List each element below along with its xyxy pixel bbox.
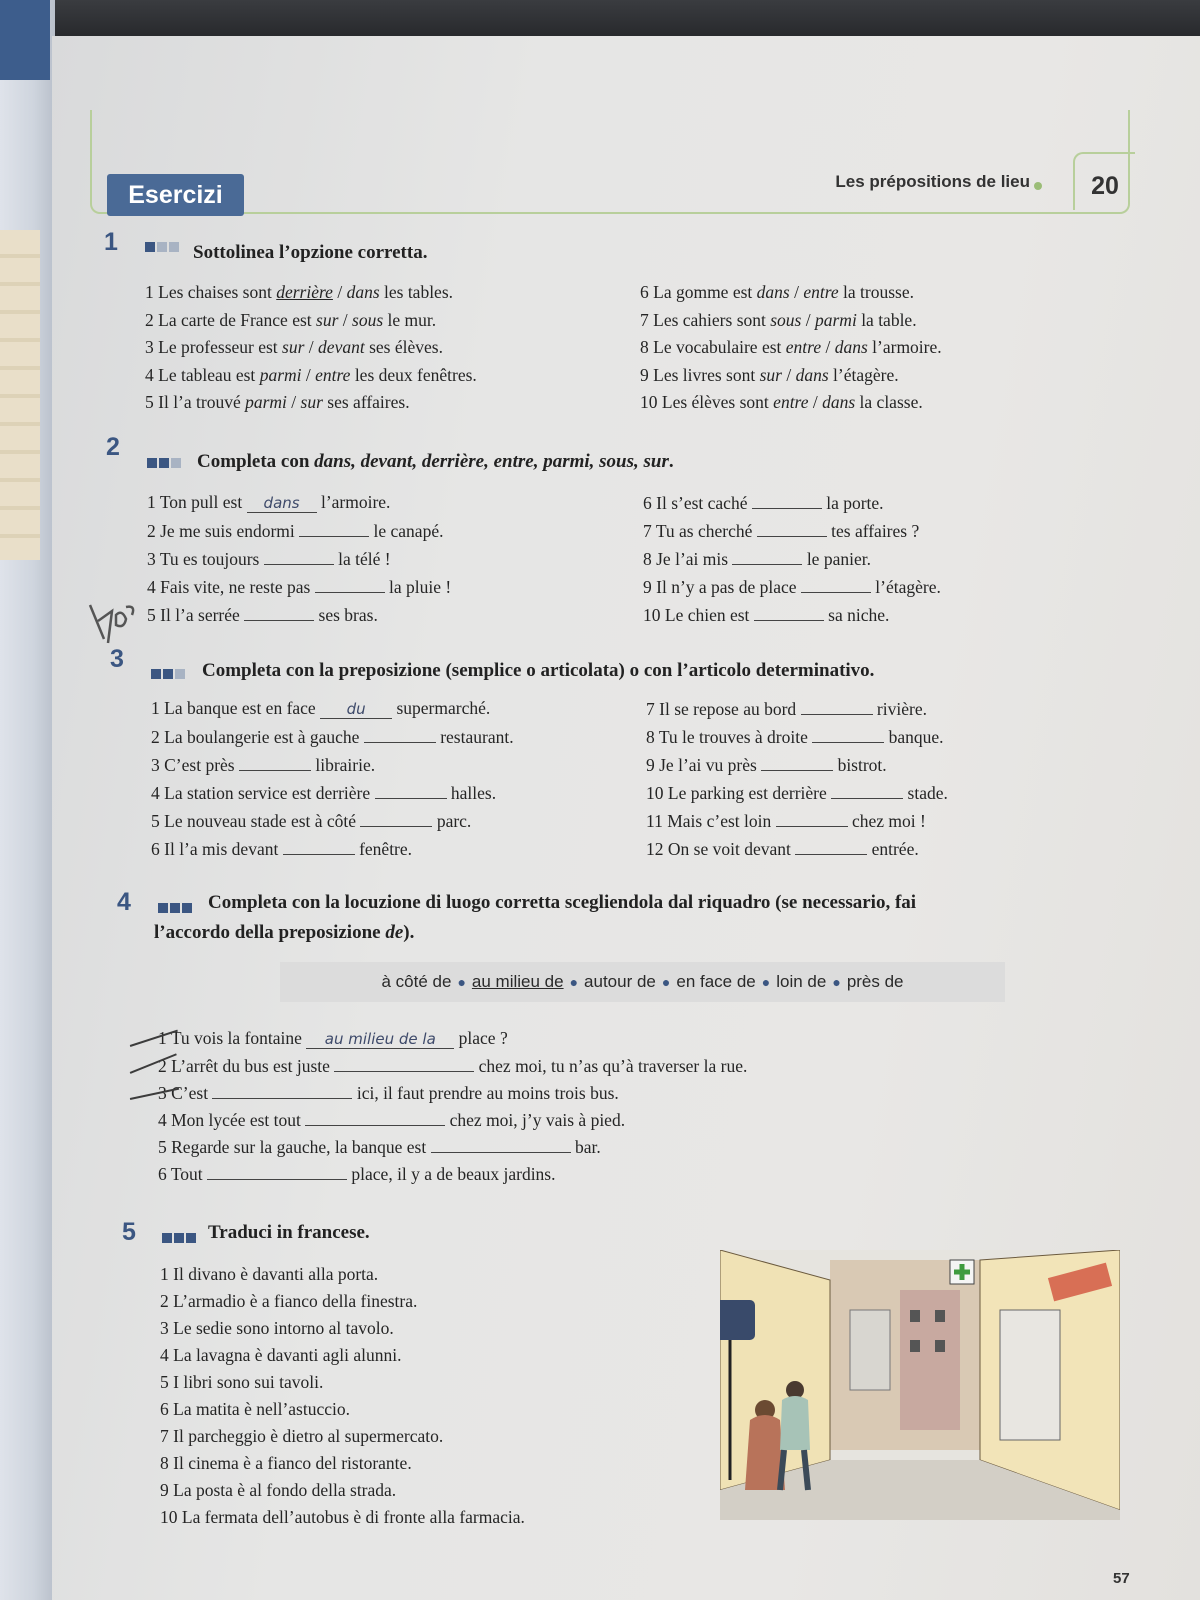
item-text: le mur. [383,309,437,330]
item-text: On se voit devant [667,839,791,859]
item-text: les deux fenêtres. [350,364,477,385]
item-text: l’armoire. [867,337,942,357]
item-text: Le nouveau stade est à côté [164,811,357,831]
item-number: 4 [158,1110,167,1130]
item-number: 3 [147,549,156,569]
exercise-item [646,698,927,720]
answer-blank[interactable] [305,1109,445,1126]
item-text: C’est [171,1083,209,1103]
item-number: 7 [646,699,655,719]
item-text: Je me suis endormi [160,521,295,541]
item-text: la télé ! [338,549,391,569]
exercise-item [151,754,375,776]
item-text: Tu vois la fontaine [170,1028,302,1048]
exercise-item [147,492,390,513]
item-text: stade. [907,783,948,803]
exercise-item [160,1480,396,1501]
separator-dot-icon: ● [832,974,841,990]
item-text: le panier. [806,549,871,569]
item-number: 5 [151,811,160,831]
item-number: 2 [147,521,156,541]
binder-edge [0,0,55,1600]
exercise-item [643,492,884,514]
exercise-3-instruction: Completa con la preposizione (semplice o articolata) o con l’articolo determinativo. [202,660,875,681]
topic-title: Les prépositions de lieu [835,172,1030,191]
item-text: Le professeur est [158,337,283,357]
item-text: l’armoire. [320,492,391,512]
item-number: 4 [147,577,156,597]
item-text: Tout [170,1164,203,1184]
exercise-4-instruction-line2 [154,922,414,944]
answer-blank[interactable] [360,810,432,827]
binder-cover [0,0,50,80]
option-b: dans [346,282,380,302]
item-number: 10 [646,783,664,803]
option-a: sur [316,309,339,330]
item-text: restaurant. [440,727,514,747]
option-b: sous [352,309,384,330]
exercise-4-number: 4 [117,888,131,916]
exercise-item [160,1264,378,1285]
exercise-item [643,576,941,598]
item-number: 1 [147,492,156,512]
item-text: Le parking est derrière [667,783,827,803]
exercise-item [151,838,412,860]
item-text: bar. [574,1137,601,1157]
item-text: Fais vite, ne reste pas [160,577,311,597]
exercise-item [646,810,926,832]
item-number: 8 [640,337,649,357]
item-text: Le sedie sono intorno al tavolo. [173,1318,394,1338]
item-text: La posta è al fondo della strada. [173,1480,397,1500]
item-text: La fermata dell’autobus è di fronte alla farmacia. [181,1507,525,1527]
item-number: 8 [160,1453,169,1473]
item-text: l’étagère. [828,364,899,385]
exercise-2-number: 2 [106,433,120,461]
answer-blank[interactable] [812,726,884,743]
item-text: ici, il faut prendre au moins trois bus. [356,1083,619,1103]
item-number: 7 [640,309,649,330]
answer-blank[interactable] [801,576,871,593]
item-text: sa niche. [828,605,890,625]
exercise-item [147,576,451,598]
exercise-item: 8 Le vocabulaire est entre / dans l’armoire. [640,337,942,357]
answer-blank[interactable] [831,782,903,799]
item-number: 9 [160,1480,169,1500]
item-number: 7 [160,1426,169,1446]
item-number: 3 [158,1083,167,1103]
answer-blank[interactable] [264,548,334,565]
item-text: L’armadio è a fianco della finestra. [173,1291,418,1311]
item-text: Le tableau est [158,364,260,385]
item-text: la classe. [855,392,923,412]
instruction-end: ). [403,922,415,943]
answer-blank[interactable] [375,782,447,799]
item-text: rivière. [876,699,927,719]
item-text: I libri sono sui tavoli. [173,1372,324,1392]
exercise-item: 3 Le professeur est sur / devant ses élèves. [145,337,443,357]
option-b: devant [318,337,365,357]
item-text: la pluie ! [389,577,452,597]
page-number: 57 [1113,1570,1130,1587]
instruction-text: l’accordo della preposizione [154,922,386,943]
exercise-item: 5 Il l’a trouvé parmi / sur ses affaires. [145,392,410,412]
exercise-item [160,1399,350,1420]
exercise-item [158,1028,508,1049]
answer-blank[interactable]: dans [247,494,317,513]
item-text: Regarde sur la gauche, la banque est [171,1137,427,1157]
exercise-item: 1 Les chaises sont derrière / dans les tables. [145,282,454,302]
item-text: Il parcheggio è dietro al supermercato. [173,1426,444,1446]
word-option: près de [846,972,904,991]
option-b: parmi [815,309,857,330]
item-text: chez moi, tu n’as qu’à traverser la rue. [478,1056,748,1076]
item-text: Il l’a mis devant [164,839,279,859]
item-text: Tu as cherché [655,521,753,541]
exercise-item [147,548,391,570]
item-number: 3 [160,1318,169,1338]
option-a: parmi [259,364,302,385]
exercise-item: 6 La gomme est dans / entre la trousse. [640,282,914,302]
exercise-item [160,1345,402,1366]
exercise-item [646,838,919,860]
option-b: sur [300,392,323,412]
option-b: dans [795,364,829,385]
item-text: Il s’est caché [656,493,748,513]
item-number: 9 [643,577,652,597]
exercise-item [160,1426,443,1447]
item-text: supermarché. [396,698,491,718]
item-text: ses élèves. [364,337,443,357]
exercise-item [160,1291,417,1312]
option-a: entre [773,392,809,412]
difficulty-icon [158,900,194,910]
street-illustration [720,1250,1120,1520]
exercise-item: 7 Les cahiers sont sous / parmi la table. [640,309,917,330]
item-number: 5 [147,605,156,625]
item-number: 2 [160,1291,169,1311]
exercise-1-number: 1 [104,228,118,256]
item-text: Le chien est [664,605,750,625]
item-text: Il l’a trouvé [158,392,246,412]
item-text: la table. [856,309,917,330]
answer-blank[interactable] [207,1163,347,1180]
exercise-item: 9 Les livres sont sur / dans l’étagère. [640,364,899,385]
exercise-1-instruction: Sottolinea l’opzione corretta. [193,242,428,263]
item-text: banque. [888,727,944,747]
word-box [280,962,1005,1002]
difficulty-icon [145,239,181,249]
exercise-item [158,1055,747,1077]
item-text: les tables. [379,282,454,302]
section-label: Esercizi [107,174,244,216]
item-text: halles. [450,783,497,803]
item-number: 9 [640,364,649,385]
exercise-item [646,754,887,776]
item-text: librairie. [315,755,376,775]
item-text: Les livres sont [653,364,760,385]
answer-blank[interactable] [364,726,436,743]
exercise-4-instruction-line1: Completa con la locuzione di luogo corretta scegliendola dal riquadro (se necessario, fai [208,892,917,913]
word-option: autour de [584,972,656,991]
item-text: Tu le trouves à droite [658,727,808,747]
item-text: ses affaires. [322,392,410,412]
exercise-item: 4 Le tableau est parmi / entre les deux fenêtres. [145,364,477,385]
item-text: fenêtre. [359,839,413,859]
item-text: bistrot. [837,755,887,775]
item-text: Il divano è davanti alla porta. [173,1264,379,1284]
exercise-item [160,1318,394,1339]
exercise-5-instruction: Traduci in francese. [208,1222,370,1243]
option-a: derrière [276,282,333,302]
item-number: 4 [145,364,154,385]
option-b: entre [803,282,839,302]
exercise-2-instruction [197,451,674,473]
item-number: 5 [158,1137,167,1157]
item-text: La matita è nell’astuccio. [173,1399,350,1419]
word-option: à côté de [381,972,452,991]
exercise-item [151,810,471,832]
exercise-item [151,698,490,719]
exercise-item [646,726,944,748]
item-number: 1 [145,282,154,302]
item-text: Ton pull est [159,492,243,512]
item-number: 4 [160,1345,169,1365]
answer-blank[interactable] [315,576,385,593]
topic-bullet-icon [1034,182,1042,190]
item-text: Je l’ai mis [656,549,729,569]
answer-blank[interactable] [732,548,802,565]
answer-blank[interactable] [244,604,314,621]
answer-blank[interactable] [239,754,311,771]
exercise-item [158,1082,619,1104]
item-text: Il se repose au bord [659,699,797,719]
answer-blank[interactable] [801,698,873,715]
exercise-item [643,604,889,626]
item-number: 6 [640,282,649,302]
item-text: La gomme est [653,282,757,302]
option-b: dans [834,337,868,357]
exercise-item [147,604,378,626]
item-text: le canapé. [373,521,444,541]
item-number: 6 [643,493,652,513]
instruction-words: dans, devant, derrière, entre, parmi, sous, sur [314,451,669,472]
item-text: parc. [436,811,472,831]
instruction-end: . [668,451,674,472]
item-text: chez moi, j’y vais à pied. [449,1110,626,1130]
item-text: Les élèves sont [661,392,774,412]
instruction-text: Completa con [197,451,315,472]
item-number: 3 [145,337,154,357]
item-number: 11 [646,811,663,831]
item-text: entrée. [871,839,919,859]
item-text: place, il y a de beaux jardins. [351,1164,556,1184]
exercise-item [643,548,871,570]
exercise-3-number: 3 [110,645,124,673]
option-a: entre [785,337,822,357]
exercise-item: 10 Les élèves sont entre / dans la classe. [640,392,923,412]
separator-dot-icon: ● [457,974,466,990]
item-number: 2 [158,1056,167,1076]
exercise-item [160,1507,525,1528]
header-frame [90,110,1130,214]
item-number: 4 [151,783,160,803]
item-number: 3 [151,755,160,775]
item-text: C’est près [164,755,235,775]
item-text: Il cinema è a fianco del ristorante. [173,1453,412,1473]
word-option: loin de [776,972,827,991]
exercise-item [160,1372,323,1393]
item-number: 7 [643,521,652,541]
item-number: 5 [160,1372,169,1392]
item-text: Les cahiers sont [653,309,771,330]
option-a: sous [770,309,802,330]
separator-dot-icon: ● [569,974,579,990]
difficulty-icon [151,666,187,676]
answer-blank[interactable] [334,1055,474,1072]
item-text: Je l’ai vu près [659,755,757,775]
word-option: au milieu de [471,972,564,991]
exercise-item: 2 La carte de France est sur / sous le mur. [145,309,437,330]
item-number: 1 [160,1264,169,1284]
item-text: la trousse. [838,282,914,302]
option-b: entre [315,364,351,385]
item-text: La lavagna è davanti agli alunni. [173,1345,402,1365]
exercise-item [158,1109,625,1131]
exercise-item [158,1136,601,1158]
item-text: Mon lycée est tout [171,1110,301,1130]
item-text: Tu es toujours [159,549,260,569]
item-text: la porte. [826,493,884,513]
answer-blank[interactable] [212,1082,352,1099]
item-text: Il n’y a pas de place [656,577,797,597]
item-number: 8 [643,549,652,569]
item-number: 6 [151,839,160,859]
item-number: 9 [646,755,655,775]
item-number: 1 [151,698,160,718]
item-text: La banque est en face [164,698,316,718]
answer-blank[interactable]: au milieu de la [306,1030,454,1049]
item-number: 10 [643,605,661,625]
difficulty-icon [162,1230,198,1240]
item-text: La carte de France est [158,309,317,330]
exercise-5-number: 5 [122,1218,136,1246]
option-a: sur [759,364,782,385]
item-text: Le vocabulaire est [653,337,786,357]
item-number: 6 [158,1164,167,1184]
item-number: 5 [145,392,154,412]
answer-blank[interactable] [754,604,824,621]
item-text: L’arrêt du bus est juste [171,1056,330,1076]
exercise-item [160,1453,412,1474]
exercise-item [158,1163,556,1185]
item-text: tes affaires ? [831,521,920,541]
item-text: ses bras. [318,605,378,625]
item-text: Il l’a serrée [160,605,240,625]
item-number: 6 [160,1399,169,1419]
item-number: 12 [646,839,664,859]
answer-blank[interactable] [431,1136,571,1153]
answer-blank[interactable] [776,810,848,827]
option-a: parmi [245,392,287,412]
option-b: dans [822,392,856,412]
option-a: sur [282,337,305,357]
exercise-item [147,520,443,542]
item-text: l’étagère. [875,577,941,597]
item-number: 2 [151,727,160,747]
word-option: en face de [676,972,756,991]
item-text: La boulangerie est à gauche [164,727,360,747]
binder-pages [0,230,40,560]
answer-blank[interactable] [283,838,355,855]
answer-blank[interactable] [299,520,369,537]
separator-dot-icon: ● [761,974,771,990]
separator-dot-icon: ● [661,974,671,990]
item-number: 10 [640,392,658,412]
item-text: Mais c’est loin [667,811,772,831]
instruction-word: de [385,922,404,943]
option-a: dans [756,282,790,302]
exercise-item [151,726,514,748]
answer-blank[interactable] [795,838,867,855]
item-number: 10 [160,1507,178,1527]
item-text: La station service est derrière [164,783,371,803]
unit-number: 20 [1073,152,1135,210]
answer-blank[interactable] [761,754,833,771]
item-number: 1 [158,1028,167,1048]
item-text: chez moi ! [852,811,926,831]
item-number: 2 [145,309,154,330]
exercise-item [646,782,948,804]
exercise-item [643,520,919,542]
item-text: Les chaises sont [158,282,277,302]
exercise-item [151,782,496,804]
item-number: 8 [646,727,655,747]
answer-blank[interactable] [757,520,827,537]
answer-blank[interactable]: du [320,700,392,719]
difficulty-icon [147,455,183,465]
answer-blank[interactable] [752,492,822,509]
item-text: place ? [458,1028,508,1048]
